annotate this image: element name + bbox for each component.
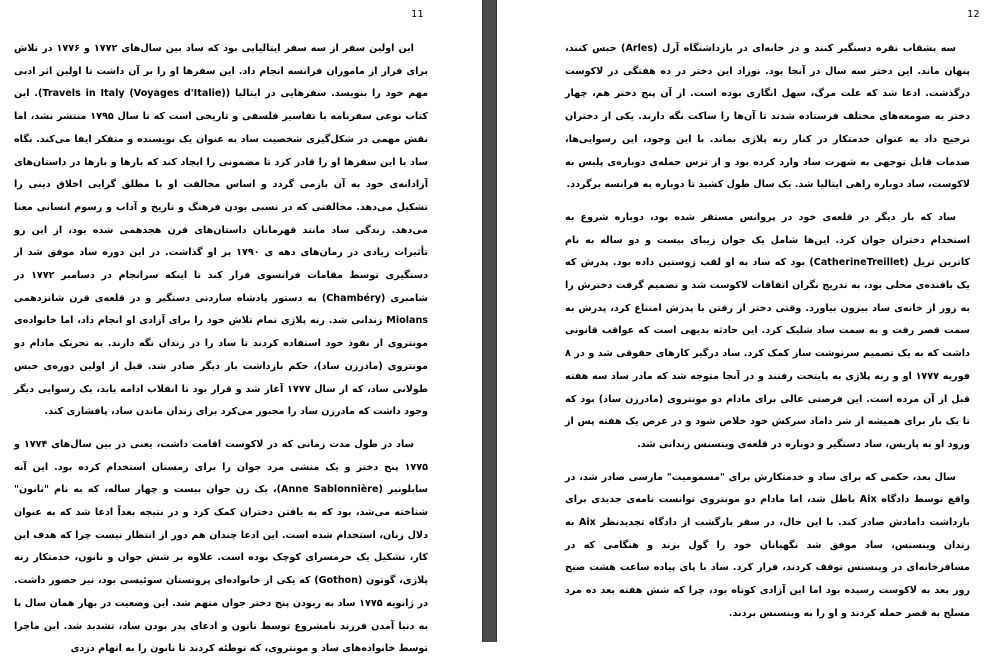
paragraph: سه بشقاب نقره دستگیر کنند و در خانه‌ای در بازداشتگاه آرل (Arles) حبس کنند، پنهان ماند. این دختر سه سال در آنجا بود. نوزاد این دختر در ده هفتگی در لاکوست درگذشت. ادعا شد که علت مرگ، سهل انگاری بوده است. از آن پنج دختر هم، چهار دختر به صومعه‌های مختلف فرستاده شدند تا آن‌ها را ساکت نگه دارند. یکی از دختران ترجیح داد به عنوان خدمتکار در کنار رنه پلاژی بماند. با این وجود، این رسوایی‌ها، صدمات قابل توجهی به شهرت ساد وارد کرده بود و از ترس حمله‌ی دوباره‌ی پلیس به لاکوست، ساد دوباره راهی ایتالیا شد. یک سال طول کشید تا دوباره به فرانسه برگردد. [565,43,970,191]
page-text [565,38,970,636]
page-number: 12 [967,9,980,20]
page-gutter [482,0,497,642]
paragraph: ساد که بار دیگر در قلعه‌ی خود در پروانس مستقر شده بود، دوباره شروع به استخدام دختران جوان کرد. این‌ها شامل یک جوان زیبای بیست و دو ساله به نام کاترین تریل (CatherineTreillet) بود که ساد به او لقب ژوستین داده بود. پدرش که یک بافنده‌ی محلی بود، به تدریج نگران اتفاقات لاکوست شد و تصمیم گرفت دخترش را به زور از خانه‌ی ساد بیرون بیاورد. وقتی دختر از رفتن با پدرش امتناع کرد، پدرش به سمت قصر رفت و به سمت ساد شلیک کرد. این حادثه بدیهی است که عواقب قانونی داشت که به یک تصمیم سرنوشت ساز کمک کرد. ساد درگیر کارهای حقوقی شد و در ۸ فوریه ۱۷۷۷ او و رنه پلاژی به پایتخت رفتند و در آنجا متوجه شد که مادر ساد سه هفته قبل از آن مرده است. این فرصتی عالی برای مادام دو مونتروی (مادرزن ساد) بود که تا یک بار برای همیشه از شر داماد سرکش خود خلاص شود و در عرض یک هفته پس از ورود او به پاریس، ساد دستگیر و دوباره در قلعه‌ی وینسنس زندانی شد. [565,211,971,450]
page-number: 11 [411,9,424,20]
paragraph: این اولین سفر از سه سفر ایتالیایی بود که ساد بین سال‌های ۱۷۷۲ و ۱۷۷۶ در تلاش برای فرار از ماموران فرانسه انجام داد. این سفرها او را بر آن داشت تا اولین اثر ادبی مهم خود را بنویسد. سفرهایی در ایتالیا (Travels in Italy (Voyages d'Italie)). این کتاب نوعی سفرنامه با تفاسیر فلسفی و تاریخی است که تا سال ۱۷۹۵ منتشر نشد، اما نقش مهمی در شکل‌گیری شخصیت ساد به عنوان یک نویسنده و متفکر ایفا می‌کند. نگاه ساد با این سفرها او را قادر کرد تا مضمونی را ایجاد کند که بارها و بارها در داستان‌های آزادانه‌ی خود به آن بازمی گردد و اساس مخالفت او با مطلق گرایی اخلاق دینی را تشکیل می‌دهد. مخالفتی که در نسبی بودن فرهنگ و تاریخ و آداب و رسوم انسانی معنا می‌دهد. زندگی ساد مانند قهرمانان داستان‌های قرن هجدهمی شده بود، از این رو تأثیرات زیادی در رمان‌های دهه ی ۱۷۹۰ بر او گذاشت. در این دوره ساد موفق شد از دستگیری توسط مقامات فرانسوی فرار کند تا اینکه سرانجام در دسامبر ۱۷۷۲ در شامبری (Chambéry) به دستور پادشاه ساردنی دستگیر و در قلعه‌ی قرن شانزدهمی Miolans زندانی شد. رنه پلاژی تمام تلاش خود را برای آزادی او انجام داد، اما خانواده‌ی مونتروی از نفوذ خود استفاده کردند تا ساد را در زندان نگه دارند. به تحریک مادام دو مونتروی (مادرزن ساد)، حکم بازداشت بار دیگر صادر شد. قبل از اولین دوره‌ی حبس طولانی ساد، که از سال ۱۷۷۷ آغاز شد و قرار بود تا انقلاب ادامه یابد، یک رسوایی دیگر وجود داشت که مادرزن ساد را مجبور می‌کرد برای زندان ماندن ساد، پافشاری کند. [14,43,429,418]
page-11 [0,0,482,655]
page-text [14,38,428,671]
paragraph: ساد در طول مدت زمانی که در لاکوست اقامت داشت، یعنی در بین سال‌های ۱۷۷۴ و ۱۷۷۵ پنج دختر و یک منشی مرد جوان را برای زمستان استخدام کرده بود. این آنه سابلونیر (Anne Sablonnière)، یک زن جوان بیست و چهار ساله، که به نام "نانون" شناخته می‌شد، بود که به یافتن دختران کمک کرد و در نتیجه بعداً ادعا شد که به عنوان دلال زنان، استخدام شده است. این ادعا چندان هم دور از انتظار نیست چرا که هدف این کار، تشکیل یک حرمسرای کوچک بوده است. علاوه بر شش جوان و نانون، خدمتکار رنه پلاژی، گوتون (Gothon) که یکی از خانواده‌ای پروتستان سوئیسی بود، نیز حضور داشت. در ژانویه ۱۷۷۵ ساد به ربودن پنج دختر جوان متهم شد. این وضعیت در بهار همان سال با به دنیا آمدن فرزند نامشروع توسط نانون و ادعای پدر بودن ساد، تشدید شد. این ماجرا توسط خانواده‌های ساد و مونتروی، که توطئه کردند تا نانون را به اتهام دزدی [14,438,429,655]
page-12 [497,0,998,642]
paragraph: سال بعد، حکمی که برای ساد و خدمتکارش برای "مسمومیت" مارسی صادر شد، در واقع توسط دادگاه Aix باطل شد، اما مادام دو مونتروی توانست نامه‌ی جدیدی برای بازداشت دامادش صادر کند. با این حال، در سفر بازگشت از دادگاه تجدیدنظر Aix به زندان وینسنس، ساد موفق شد نگهبانان خود را گول بزند و هنگامی که در مسافرخانه‌ای در وینسنس توقف کردند، فرار کرد. ساد با پای پیاده ساعت هشت صبح روز بعد به لاکوست رسیده بود اما این آزادی کوتاه بود، چرا که شش هفته بعد ده مرد مسلح به قصر حمله کردند و او را به وینسنس بردند. [565,471,970,619]
